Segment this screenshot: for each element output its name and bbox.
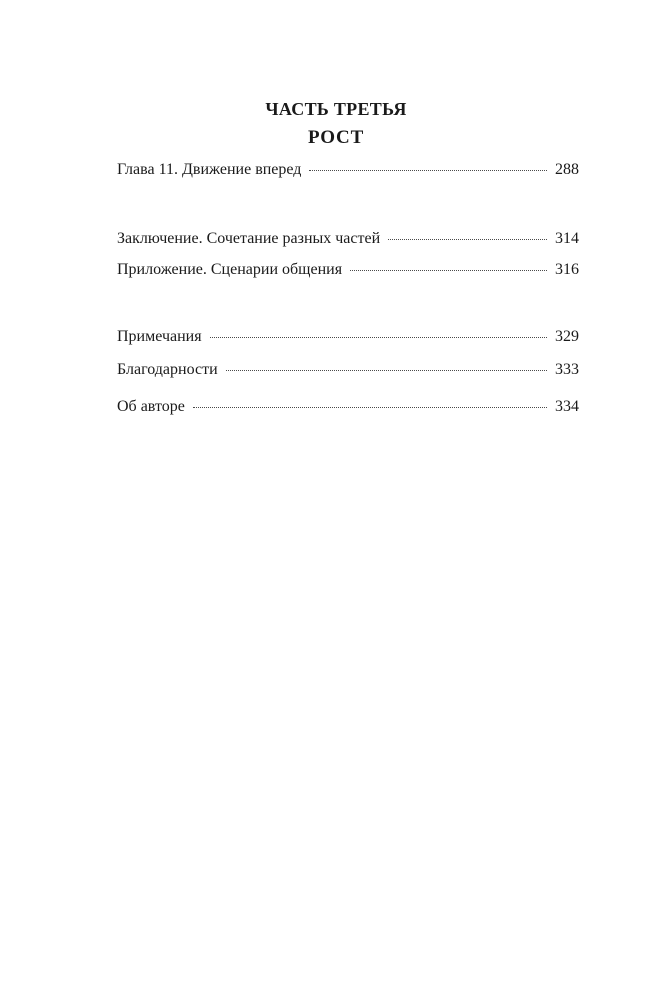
toc-entry-title: Заключение. Сочетание разных частей xyxy=(117,230,381,247)
dot-leader xyxy=(388,239,547,240)
toc-entry-acknowledgments[interactable] xyxy=(117,360,579,380)
toc-entry-chapter-11[interactable] xyxy=(117,160,579,180)
toc-entry-page: 334 xyxy=(555,398,579,415)
toc-entry-title: Благодарности xyxy=(117,361,218,378)
toc-entry-page: 314 xyxy=(555,230,579,247)
dot-leader xyxy=(193,407,547,408)
part-title: РОСТ xyxy=(307,127,365,148)
toc-entry-appendix[interactable] xyxy=(117,260,579,280)
toc-entry-page: 333 xyxy=(555,361,579,378)
part-label: ЧАСТЬ ТРЕТЬЯ xyxy=(265,99,407,119)
toc-entry-notes[interactable] xyxy=(117,327,579,347)
toc-entry-title: Приложение. Сценарии общения xyxy=(117,261,343,278)
toc-entry-page: 288 xyxy=(555,161,579,178)
dot-leader xyxy=(226,370,547,371)
toc-entry-title: Примечания xyxy=(117,328,202,345)
toc-entry-title: Глава 11. Движение вперед xyxy=(117,161,302,178)
toc-entry-page: 329 xyxy=(555,328,579,345)
toc-entry-page: 316 xyxy=(555,261,579,278)
dot-leader xyxy=(309,170,547,171)
toc-entry-conclusion[interactable] xyxy=(117,229,579,249)
dot-leader xyxy=(210,337,547,338)
toc-entry-about-author[interactable] xyxy=(117,397,579,417)
toc-entry-title: Об авторе xyxy=(117,398,185,415)
dot-leader xyxy=(350,270,547,271)
